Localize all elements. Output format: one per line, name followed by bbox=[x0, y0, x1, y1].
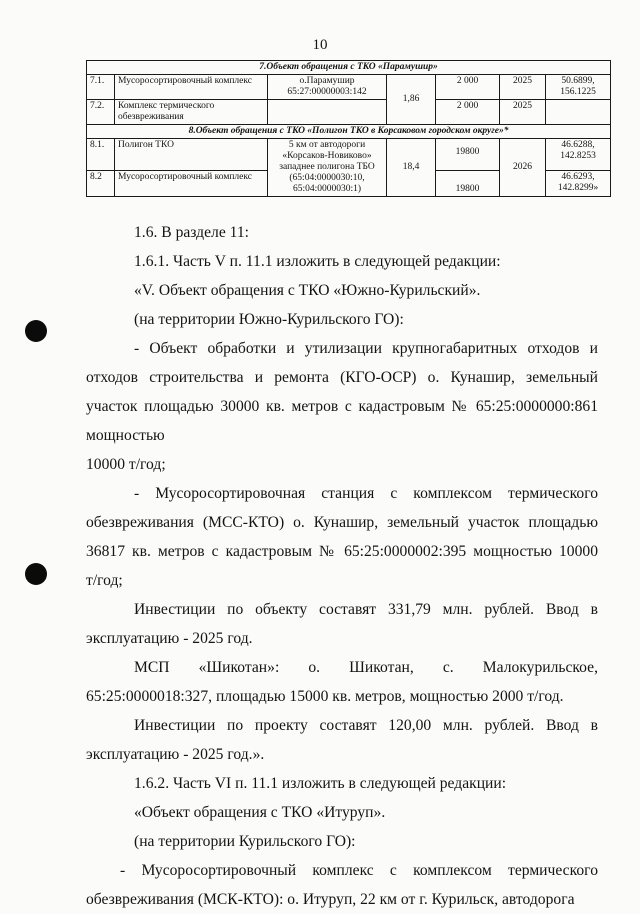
paragraph: эксплуатацию - 2025 год. bbox=[86, 630, 253, 647]
paragraph: - Мусоросортировочный комплекс с комплексом термического обезвреживания (МСК-КТО): о. Итуруп, 22 км от г. Курильск, автодорога bbox=[86, 862, 598, 908]
facility-coords: 46.6293, 142.8299» bbox=[546, 171, 611, 197]
facility-capacity: 19800 bbox=[436, 139, 500, 171]
paragraph: - Объект обработки и утилизации крупногабаритных отходов и отходов строительства и ремонта (КГО-ОСР) о. Кунашир, земельный участок площадью 30000 кв. метров с кадастровым № 65:25:0000000:861 мощностью bbox=[86, 340, 598, 444]
facility-coords: 50.6899, 156.1225 bbox=[546, 75, 611, 100]
row-number: 8.1. bbox=[87, 139, 115, 171]
paragraph: 1.6. В разделе 11: bbox=[134, 224, 249, 241]
facility-location: о.Парамушир 65:27:00000003:142 bbox=[268, 75, 387, 100]
row-number: 7.1. bbox=[87, 75, 115, 100]
row-number: 8.2 bbox=[87, 171, 115, 197]
facility-name: Мусоросортировочный комплекс bbox=[115, 171, 268, 197]
table-row bbox=[87, 100, 611, 125]
facility-capacity: 2 000 bbox=[436, 75, 500, 100]
table-section-header bbox=[87, 125, 611, 139]
facility-location: 5 км от автодороги «Корсаков-Новиково» западнее полигона ТБО (65:04:0000030:10, 65:04:0000030:1) bbox=[268, 139, 387, 197]
paragraph: 10000 т/год; bbox=[86, 456, 166, 473]
paragraph: (на территории Курильского ГО): bbox=[134, 833, 356, 850]
section-8-title: 8.Объект обращения с ТКО «Полигон ТКО в Корсаковом городском округе»* bbox=[87, 125, 611, 139]
paragraph: т/год; bbox=[86, 572, 123, 589]
facility-name: Полигон ТКО bbox=[115, 139, 268, 171]
facility-coords bbox=[546, 100, 611, 125]
paragraph: (на территории Южно-Курильского ГО): bbox=[134, 311, 404, 328]
paragraph: «V. Объект обращения с ТКО «Южно-Курильский». bbox=[134, 282, 481, 299]
facility-capacity: 19800 bbox=[436, 171, 500, 197]
document-body bbox=[86, 218, 598, 914]
row-number: 7.2. bbox=[87, 100, 115, 125]
facility-capacity: 2 000 bbox=[436, 100, 500, 125]
facility-year: 2025 bbox=[500, 100, 546, 125]
section-7-title: 7.Объект обращения с ТКО «Парамушир» bbox=[87, 61, 611, 75]
facility-name: Комплекс термического обезвреживания bbox=[115, 100, 268, 125]
table-row bbox=[87, 139, 611, 171]
paragraph: Инвестиции по объекту составят 331,79 млн. рублей. Ввод в bbox=[134, 601, 598, 618]
paragraph: эксплуатацию - 2025 год.». bbox=[86, 746, 265, 763]
paragraph: - Мусоросортировочная станция с комплексом термического обезвреживания (МСС-КТО) о. Кунашир, земельный участок площадью 36817 кв. метров с кадастровым № 65:25:0000002:395 мощностью 10000 bbox=[86, 485, 598, 560]
paragraph: 1.6.1. Часть V п. 11.1 изложить в следующей редакции: bbox=[134, 253, 501, 270]
facility-coords: 46.6288, 142.8253 bbox=[546, 139, 611, 171]
facility-year: 2026 bbox=[500, 139, 546, 197]
paragraph: «Объект обращения с ТКО «Итуруп». bbox=[134, 804, 386, 821]
page-number: 10 bbox=[312, 37, 328, 53]
facility-location bbox=[268, 100, 387, 125]
paragraph: Инвестиции по проекту составят 120,00 млн. рублей. Ввод в bbox=[134, 717, 598, 734]
paragraph: 1.6.2. Часть VI п. 11.1 изложить в следующей редакции: bbox=[134, 775, 507, 792]
table-section-header bbox=[87, 61, 611, 75]
hole-punch-mark bbox=[25, 320, 47, 342]
facilities-table bbox=[86, 60, 611, 197]
paragraph: МСП «Шикотан»: о. Шикотан, с. Малокурильское, 65:25:0000018:327, площадью 15000 кв. метров, мощностью 2000 т/год. bbox=[86, 659, 598, 705]
facility-year: 2025 bbox=[500, 75, 546, 100]
facility-area: 18,4 bbox=[387, 139, 436, 197]
facility-area: 1,86 bbox=[387, 75, 436, 125]
hole-punch-mark bbox=[25, 563, 47, 585]
facility-name: Мусоросортировочный комплекс bbox=[115, 75, 268, 100]
table-row bbox=[87, 75, 611, 100]
